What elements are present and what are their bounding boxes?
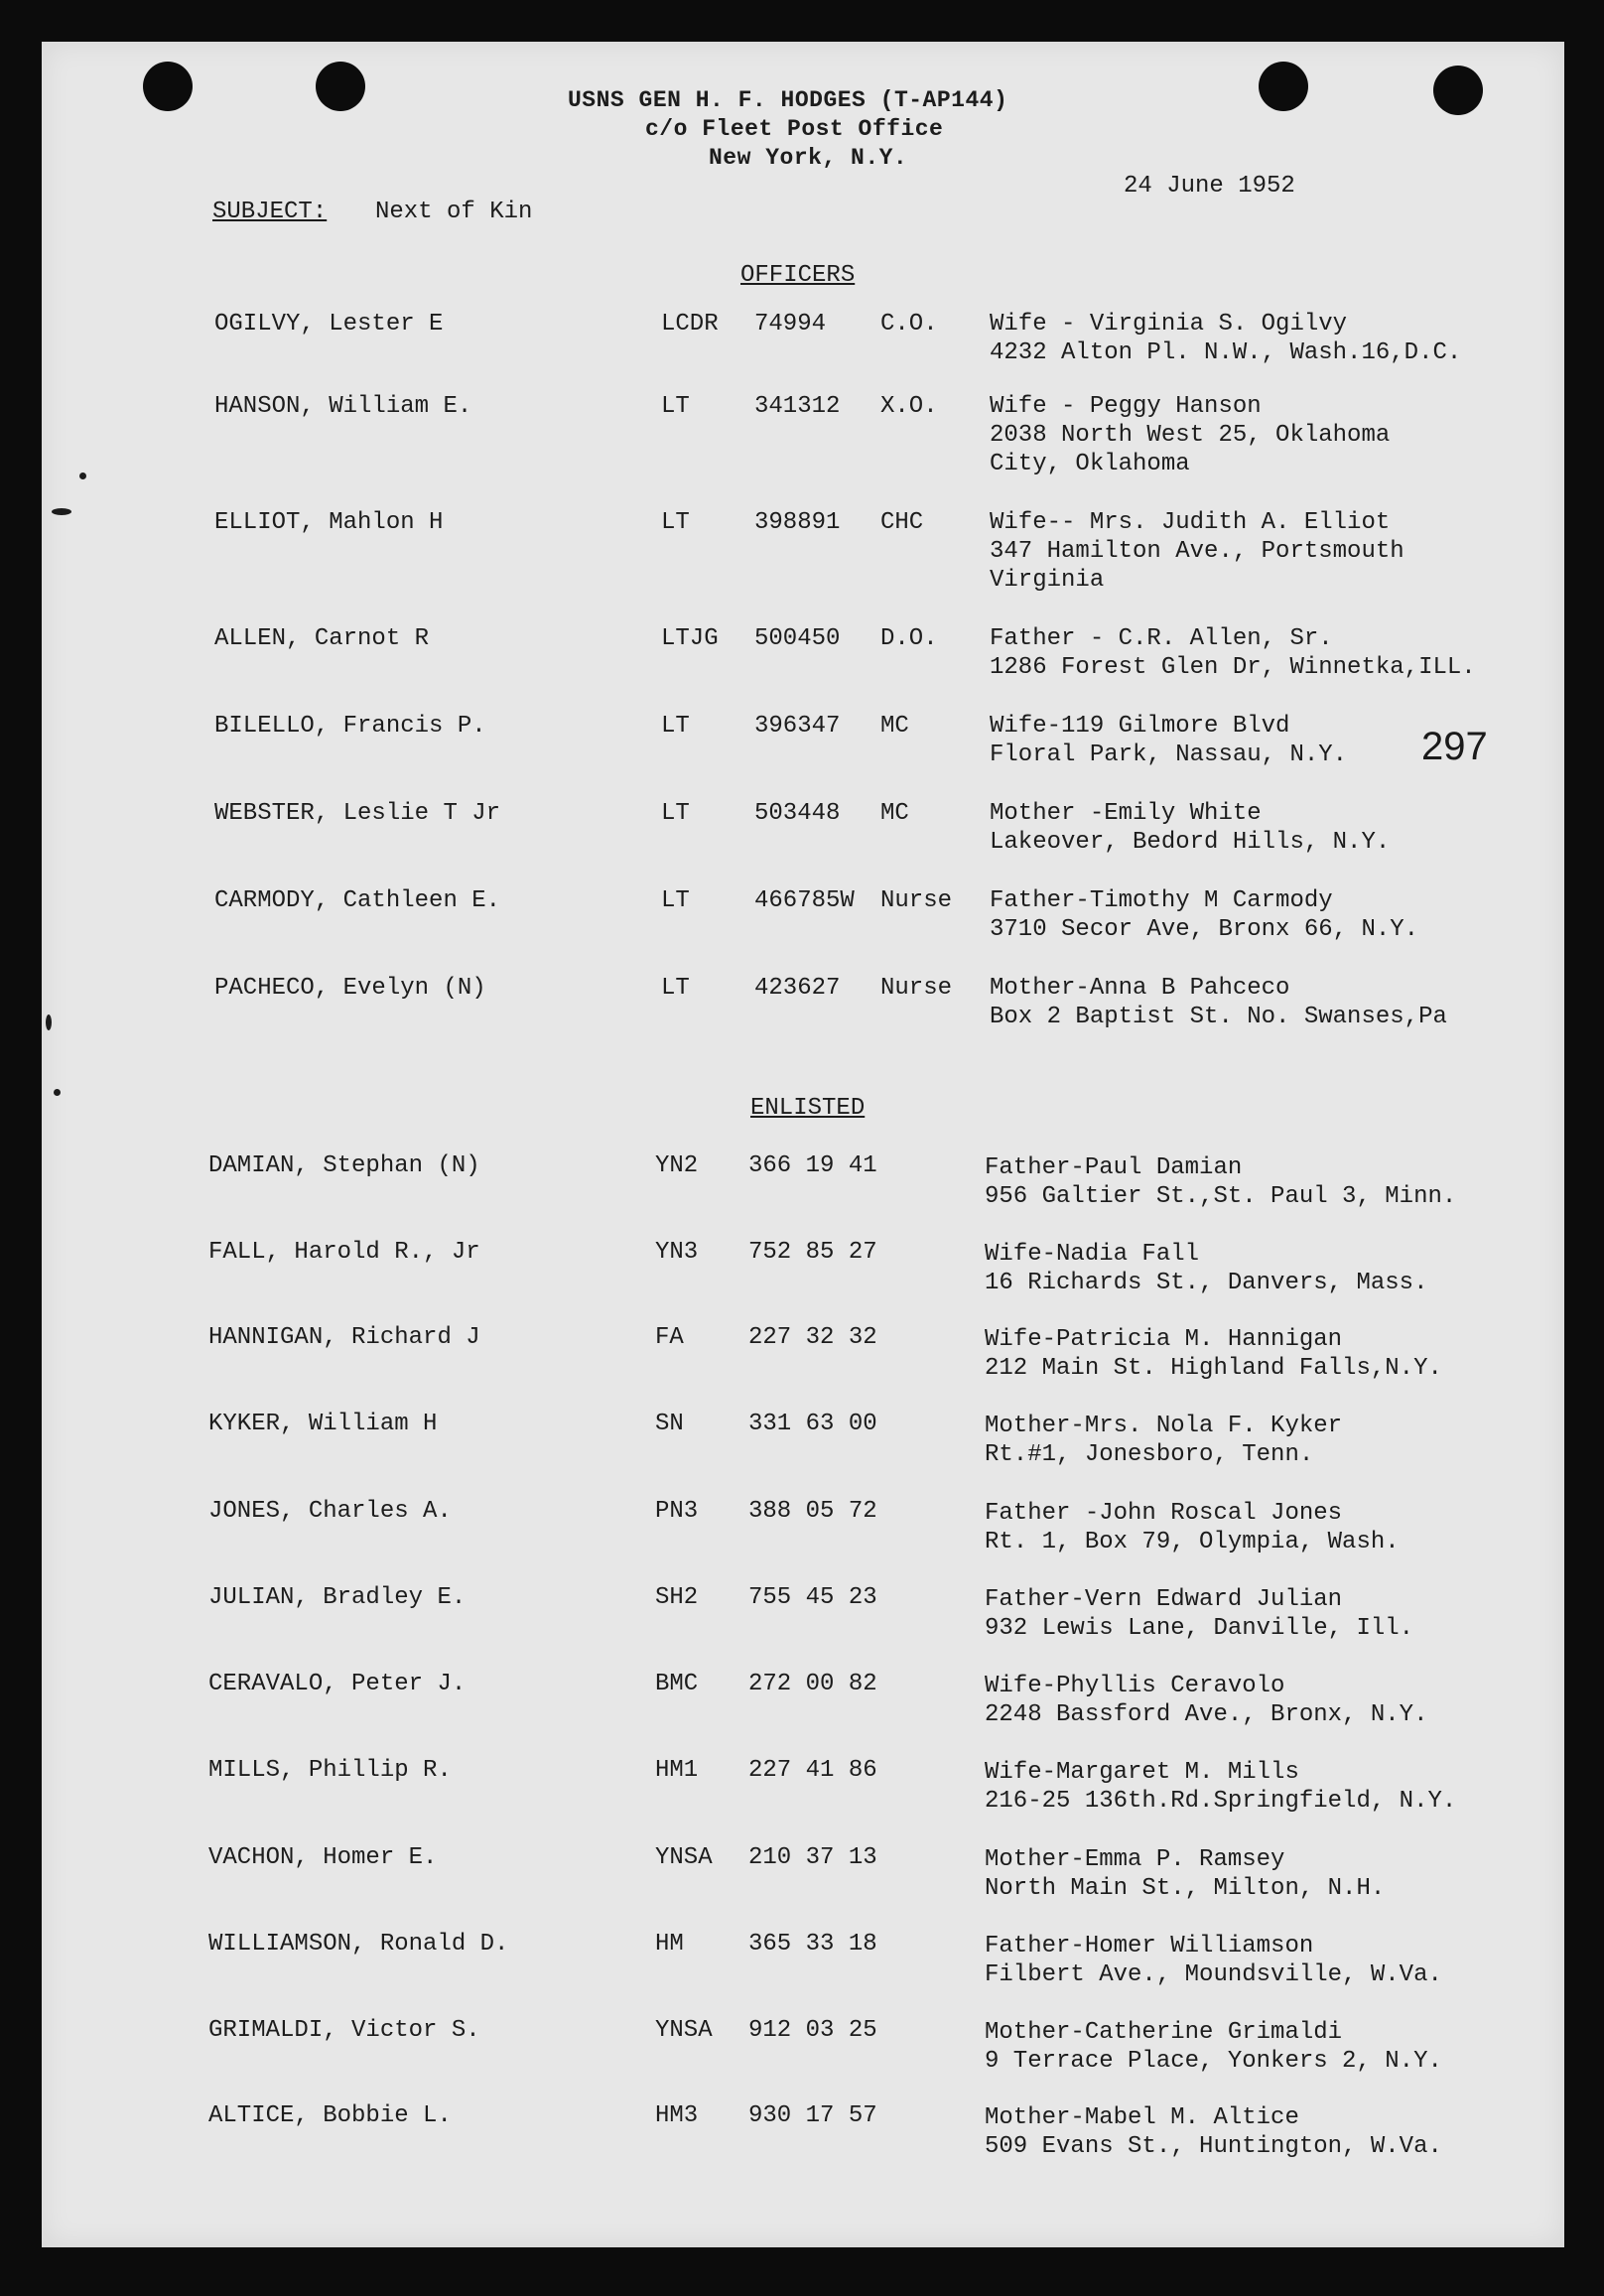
next-of-kin-line: Floral Park, Nassau, N.Y. [990, 742, 1348, 768]
enlisted-heading: ENLISTED [750, 1095, 866, 1122]
next-of-kin-line: Father-Paul Damian [985, 1154, 1243, 1181]
officer-rank: LT [661, 393, 690, 420]
next-of-kin-line: Wife-Margaret M. Mills [985, 1759, 1299, 1786]
next-of-kin-line: Mother-Anna B Pahceco [990, 975, 1290, 1002]
officer-number: 74994 [754, 311, 827, 338]
speck [54, 1089, 61, 1096]
next-of-kin-line: 932 Lewis Lane, Danville, Ill. [985, 1615, 1414, 1642]
enlisted-name: JULIAN, Bradley E. [208, 1584, 467, 1611]
next-of-kin-line: Wife-- Mrs. Judith A. Elliot [990, 509, 1391, 536]
officer-designation: X.O. [880, 393, 938, 420]
officer-name: HANSON, William E. [214, 393, 472, 420]
enlisted-rate: YNSA [655, 2017, 713, 2044]
enlisted-service-number: 365 33 18 [748, 1931, 877, 1958]
next-of-kin-line: Mother-Mabel M. Altice [985, 2104, 1299, 2131]
enlisted-name: CERAVALO, Peter J. [208, 1671, 467, 1697]
subject-text: Next of Kin [375, 199, 533, 225]
next-of-kin-line: Father-Vern Edward Julian [985, 1586, 1343, 1613]
enlisted-service-number: 227 41 86 [748, 1757, 877, 1784]
next-of-kin-line: 509 Evans St., Huntington, W.Va. [985, 2133, 1442, 2160]
officer-rank: LTJG [661, 625, 719, 652]
next-of-kin-line: Father - C.R. Allen, Sr. [990, 625, 1333, 652]
punch-hole-2 [316, 62, 365, 111]
officer-designation: Nurse [880, 887, 953, 914]
speck [46, 1014, 52, 1030]
officer-rank: LT [661, 713, 690, 740]
subject-label: SUBJECT: [212, 199, 328, 225]
next-of-kin-line: 16 Richards St., Danvers, Mass. [985, 1270, 1428, 1296]
next-of-kin-line: Father -John Roscal Jones [985, 1500, 1343, 1527]
enlisted-service-number: 210 37 13 [748, 1844, 877, 1871]
officers-heading: OFFICERS [740, 262, 856, 289]
specks [79, 473, 86, 479]
next-of-kin-line: 3710 Secor Ave, Bronx 66, N.Y. [990, 916, 1419, 943]
next-of-kin-line: 956 Galtier St.,St. Paul 3, Minn. [985, 1183, 1457, 1210]
officer-name: PACHECO, Evelyn (N) [214, 975, 486, 1002]
next-of-kin-line: City, Oklahoma [990, 451, 1190, 477]
next-of-kin-line: Mother-Emma P. Ramsey [985, 1846, 1285, 1873]
enlisted-rate: SH2 [655, 1584, 699, 1611]
next-of-kin-line: 212 Main St. Highland Falls,N.Y. [985, 1355, 1442, 1382]
enlisted-rate: YNSA [655, 1844, 713, 1871]
next-of-kin-line: Filbert Ave., Moundsville, W.Va. [985, 1961, 1442, 1988]
enlisted-service-number: 930 17 57 [748, 2102, 877, 2129]
enlisted-name: WILLIAMSON, Ronald D. [208, 1931, 509, 1958]
next-of-kin-line: 2038 North West 25, Oklahoma [990, 422, 1391, 449]
officer-designation: CHC [880, 509, 924, 536]
punch-hole-1 [143, 62, 193, 111]
enlisted-rate: SN [655, 1411, 684, 1437]
officer-designation: D.O. [880, 625, 938, 652]
enlisted-rate: PN3 [655, 1498, 699, 1525]
officer-rank: LT [661, 509, 690, 536]
punch-hole-3 [1259, 62, 1308, 111]
document-page [42, 42, 1564, 2247]
next-of-kin-line: Mother-Catherine Grimaldi [985, 2019, 1343, 2046]
officer-number: 466785W [754, 887, 855, 914]
officer-designation: MC [880, 713, 909, 740]
next-of-kin-line: 1286 Forest Glen Dr, Winnetka,ILL. [990, 654, 1476, 681]
enlisted-name: VACHON, Homer E. [208, 1844, 438, 1871]
officer-rank: LCDR [661, 311, 719, 338]
enlisted-service-number: 272 00 82 [748, 1671, 877, 1697]
next-of-kin-line: Wife-119 Gilmore Blvd [990, 713, 1290, 740]
officer-number: 503448 [754, 800, 841, 827]
enlisted-name: KYKER, William H [208, 1411, 438, 1437]
officer-designation: MC [880, 800, 909, 827]
enlisted-name: FALL, Harold R., Jr [208, 1239, 480, 1266]
enlisted-service-number: 388 05 72 [748, 1498, 877, 1525]
enlisted-name: MILLS, Phillip R. [208, 1757, 452, 1784]
officer-rank: LT [661, 800, 690, 827]
enlisted-name: GRIMALDI, Victor S. [208, 2017, 480, 2044]
enlisted-rate: FA [655, 1324, 684, 1351]
next-of-kin-line: Mother-Mrs. Nola F. Kyker [985, 1413, 1343, 1439]
enlisted-rate: YN3 [655, 1239, 699, 1266]
enlisted-name: DAMIAN, Stephan (N) [208, 1152, 480, 1179]
speck [52, 508, 71, 515]
next-of-kin-line: North Main St., Milton, N.H. [985, 1875, 1386, 1902]
next-of-kin-line: Father-Homer Williamson [985, 1933, 1314, 1959]
officer-number: 396347 [754, 713, 841, 740]
next-of-kin-line: Rt.#1, Jonesboro, Tenn. [985, 1441, 1314, 1468]
next-of-kin-line: Rt. 1, Box 79, Olympia, Wash. [985, 1529, 1400, 1555]
enlisted-name: JONES, Charles A. [208, 1498, 452, 1525]
next-of-kin-line: 347 Hamilton Ave., Portsmouth [990, 538, 1404, 565]
enlisted-rate: YN2 [655, 1152, 699, 1179]
officer-name: ALLEN, Carnot R [214, 625, 430, 652]
enlisted-service-number: 366 19 41 [748, 1152, 877, 1179]
enlisted-service-number: 331 63 00 [748, 1411, 877, 1437]
officer-number: 398891 [754, 509, 841, 536]
next-of-kin-line: Father-Timothy M Carmody [990, 887, 1333, 914]
officer-name: WEBSTER, Leslie T Jr [214, 800, 501, 827]
next-of-kin-line: 216-25 136th.Rd.Springfield, N.Y. [985, 1788, 1457, 1815]
enlisted-service-number: 755 45 23 [748, 1584, 877, 1611]
next-of-kin-line: Virginia [990, 567, 1105, 594]
enlisted-name: ALTICE, Bobbie L. [208, 2102, 452, 2129]
officer-number: 423627 [754, 975, 841, 1002]
enlisted-rate: HM [655, 1931, 684, 1958]
next-of-kin-line: Wife-Patricia M. Hannigan [985, 1326, 1343, 1353]
letterhead-line-2: c/o Fleet Post Office [645, 116, 944, 142]
next-of-kin-line: Wife-Phyllis Ceravolo [985, 1673, 1285, 1699]
next-of-kin-line: Wife - Peggy Hanson [990, 393, 1262, 420]
next-of-kin-line: Box 2 Baptist St. No. Swanses,Pa [990, 1004, 1447, 1030]
officer-rank: LT [661, 887, 690, 914]
next-of-kin-line: Wife-Nadia Fall [985, 1241, 1200, 1268]
next-of-kin-line: 2248 Bassford Ave., Bronx, N.Y. [985, 1701, 1428, 1728]
letterhead-line-1: USNS GEN H. F. HODGES (T-AP144) [568, 87, 1008, 113]
next-of-kin-line: 9 Terrace Place, Yonkers 2, N.Y. [985, 2048, 1442, 2075]
officer-number: 500450 [754, 625, 841, 652]
stamp-number: 297 [1421, 725, 1488, 768]
enlisted-service-number: 912 03 25 [748, 2017, 877, 2044]
officer-name: CARMODY, Cathleen E. [214, 887, 501, 914]
enlisted-rate: HM3 [655, 2102, 699, 2129]
enlisted-service-number: 752 85 27 [748, 1239, 877, 1266]
letterhead-line-3: New York, N.Y. [709, 145, 908, 171]
next-of-kin-line: Lakeover, Bedord Hills, N.Y. [990, 829, 1391, 856]
next-of-kin-line: Mother -Emily White [990, 800, 1262, 827]
officer-rank: LT [661, 975, 690, 1002]
enlisted-name: HANNIGAN, Richard J [208, 1324, 480, 1351]
officer-designation: C.O. [880, 311, 938, 338]
punch-hole-4 [1433, 66, 1483, 115]
next-of-kin-line: 4232 Alton Pl. N.W., Wash.16,D.C. [990, 339, 1462, 366]
officer-number: 341312 [754, 393, 841, 420]
officer-designation: Nurse [880, 975, 953, 1002]
officer-name: BILELLO, Francis P. [214, 713, 486, 740]
letter-date: 24 June 1952 [1124, 173, 1295, 200]
enlisted-rate: HM1 [655, 1757, 699, 1784]
officer-name: ELLIOT, Mahlon H [214, 509, 444, 536]
officer-name: OGILVY, Lester E [214, 311, 444, 338]
next-of-kin-line: Wife - Virginia S. Ogilvy [990, 311, 1348, 338]
enlisted-service-number: 227 32 32 [748, 1324, 877, 1351]
enlisted-rate: BMC [655, 1671, 699, 1697]
